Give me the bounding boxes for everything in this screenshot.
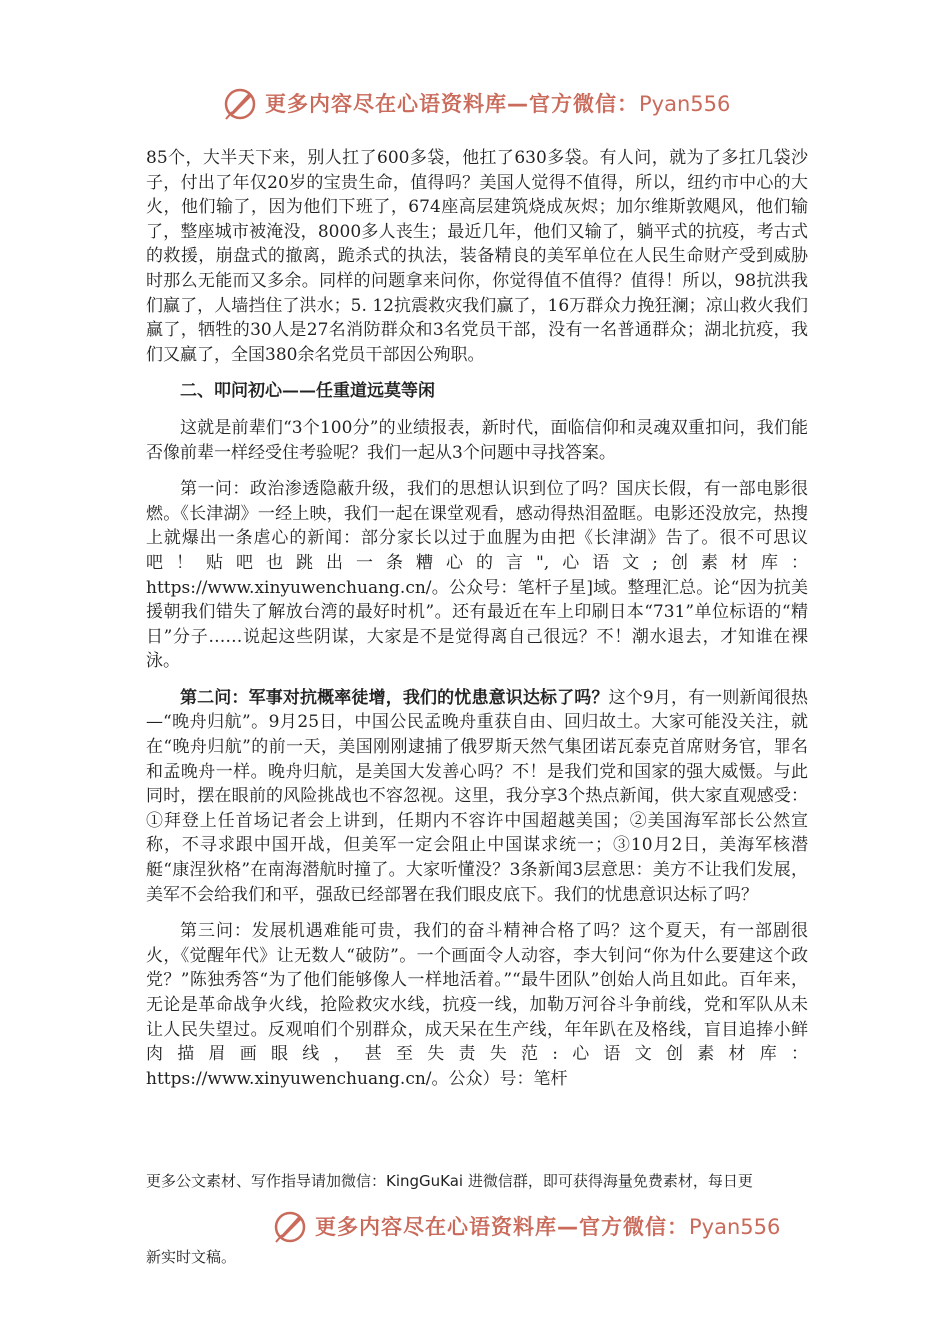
banner-wechat-id: Pyan556 [639, 92, 731, 116]
paragraph-question-2 [146, 686, 808, 907]
question-2-title: 第二问：军事对抗概率徒增，我们的忧患意识达标了吗？ [180, 687, 609, 708]
footer-note-continued: 新实时文稿。 [146, 1248, 237, 1266]
banner-wechat-id: Pyan556 [689, 1215, 781, 1239]
article-body [146, 146, 808, 1103]
paragraph-1: 85个，大半天下来，别人扛了600多袋，他扛了630多袋。有人问，就为了多扛几袋沙子，付出了年仅20岁的宝贵生命，值得吗？美国人觉得不值得，所以，纽约市中心的大火，他们输了，因为他们下班了，674座高层建筑烧成灰烬；加尔维斯敦飓风，他们输了，整座城市被淹没，8000多人丧生；最近几年，他们又输了，躺平式的抗疫，考古式的救援，崩盘式的撤离，跪杀式的执法，装备精良的美军单位在人民生命财产受到威胁时那么无能而又多余。同样的问题拿来问你，你觉得值不值得？值得！所以，98抗洪我们赢了，人墙挡住了洪水；5. 12抗震救灾我们赢了，16万群众力挽狂澜；凉山救火我们赢了，牺牲的30人是27名消防群众和3名党员干部，没有一名普通群众；湖北抗疫，我们又赢了，全国380余名党员干部因公殉职。 [146, 148, 808, 365]
footer-banner [0, 1205, 950, 1249]
footer-note: 更多公文素材、写作指导请加微信：KingGuKai 进微信群，即可获得海量免费素材，每日更 [146, 1172, 753, 1190]
paragraph-question-3: 第三问：发展机遇难能可贵，我们的奋斗精神合格了吗？这个夏天，有一部剧很火，《觉醒年代》让无数人“破防”。一个画面令人动容，李大钊问“你为什么要建这个政党？”陈独秀答“为了他们能够像人一样地活着。”“最牛团队”创始人尚且如此。百年来，无论是革命战争火线，抢险救灾水线，抗疫一线，加勒万河谷斗争前线，党和军队从未让人民失望过。反观咱们个别群众，成天呆在生产线，年年趴在及格线，盲目追捧小鲜肉描眉画眼线，甚至失责失范:心语文创素材库：https://www.xinyuwenchuang.cn/。公众）号：笔杆 [146, 921, 808, 1089]
section-heading-2: 二、叩问初心——任重道远莫等闲 [180, 381, 435, 402]
quill-logo-icon [272, 1209, 308, 1245]
paragraph-question-1: 第一问：政治渗透隐蔽升级，我们的思想认识到位了吗？国庆长假，有一部电影很燃。《长津湖》一经上映，我们一起在课堂观看，感动得热泪盈眶。电影还没放完，热搜上就爆出一条虐心的新闻：部分家长以过于血腥为由把《长津湖》告了。很不可思议吧！贴吧也跳出一条糟心的言",心语文;创素材库：https://www.xinyuwenchuang.cn/。公众号：笔杆子星]域。整理汇总。论“因为抗美援朝我们错失了解放台湾的最好时机”。还有最近在车上印刷日本“731”单位标语的“精日”分子……说起这些阴谋，大家是不是觉得离自己很远？不！潮水退去，才知谁在裸泳。 [146, 479, 808, 672]
banner-text: 更多内容尽在心语资料库—官方微信：Pyan556 [265, 92, 731, 116]
quill-logo-icon [222, 86, 258, 122]
question-2-body: 这个9月，有一则新闻很热—“晚舟归航”。9月25日，中国公民孟晚舟重获自由、回归故土。大家可能没关注，就在“晚舟归航”的前一天，美国刚刚逮捕了俄罗斯天然气集团诺瓦泰克首席财务官，罪名和孟晚舟一样。晚舟归航，是美国大发善心吗？不！是我们党和国家的强大威慑。与此同时，摆在眼前的风险挑战也不容忽视。这里，我分享3个热点新闻，供大家直观感受：①拜登上任首场记者会上讲到，任期内不容许中国超越美国；②美国海军部长公然宣称，不寻求跟中国开战，但美军一定会阻止中国谋求统一；③10月2日，美海军核潜艇“康涅狄格”在南海潜航时撞了。大家听懂没？3条新闻3层意思：美方不让我们发展，美军不会给我们和平，强敌已经部署在我们眼皮底下。我们的忧患意识达标了吗？ [146, 687, 808, 905]
header-banner [0, 82, 950, 126]
paragraph-2: 这就是前辈们“3个100分”的业绩报表，新时代，面临信仰和灵魂双重扣问，我们能否像前辈一样经受住考验呢？我们一起从3个问题中寻找答案。 [146, 417, 808, 463]
banner-text: 更多内容尽在心语资料库—官方微信：Pyan556 [315, 1215, 781, 1239]
